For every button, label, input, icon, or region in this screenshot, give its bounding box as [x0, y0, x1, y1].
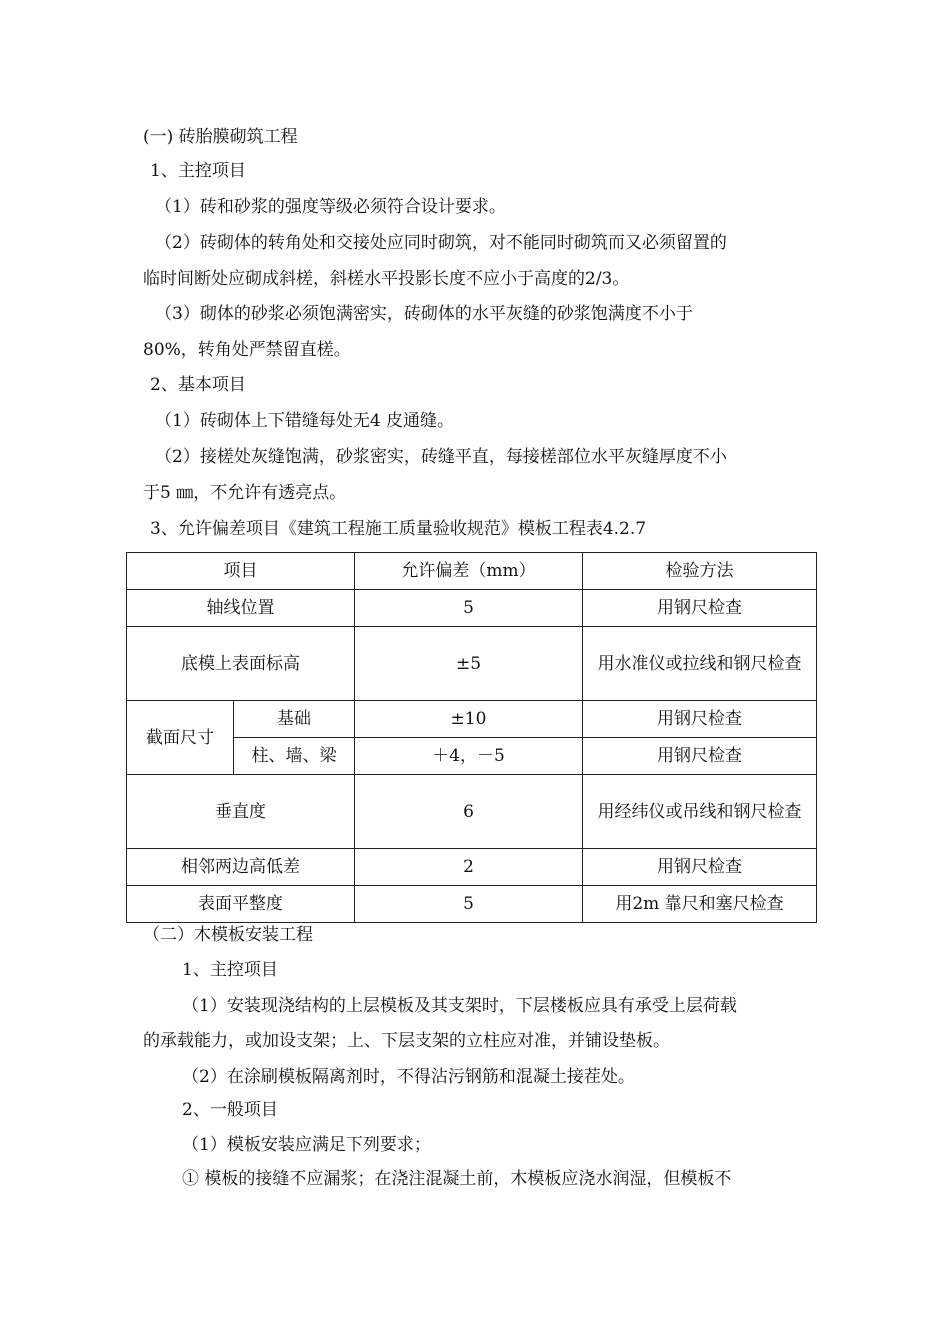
section-1-basic-title: 2、基本项目 [150, 375, 246, 395]
paragraph: （2）砖砌体的转角处和交接处应同时砌筑，对不能同时砌筑而又必须留置的 [155, 233, 727, 253]
paragraph: （1）模板安装应满足下列要求； [182, 1135, 431, 1155]
paragraph: （1）砖砌体上下错缝每处无4 皮通缝。 [155, 411, 455, 431]
table-cell: 用水准仪或拉线和钢尺检查 [583, 627, 817, 701]
table-row [127, 775, 817, 849]
table-cell: 柱、墙、梁 [234, 738, 355, 775]
paragraph: 于5 ㎜，不允许有透亮点。 [143, 483, 347, 503]
table-cell: 表面平整度 [127, 886, 355, 923]
table-cell: 垂直度 [127, 775, 355, 849]
table-cell: 基础 [234, 701, 355, 738]
table-cell: 用钢尺检查 [583, 701, 817, 738]
table-cell: ±5 [355, 627, 583, 701]
table-cell: 用钢尺检查 [583, 849, 817, 886]
paragraph: （2）在涂刷模板隔离剂时，不得沾污钢筋和混凝土接茬处。 [182, 1067, 635, 1087]
table-cell: 5 [355, 886, 583, 923]
table-cell: 用2m 靠尺和塞尺检查 [583, 886, 817, 923]
table-cell: ＋4，－5 [355, 738, 583, 775]
table-cell: 用经纬仪或吊线和钢尺检查 [583, 775, 817, 849]
paragraph: 临时间断处应砌成斜槎，斜槎水平投影长度不应小于高度的2/3。 [143, 269, 630, 289]
section-2-heading: （二）木模板安装工程 [143, 925, 313, 945]
section-1-heading: (一) 砖胎膜砌筑工程 [143, 127, 298, 147]
paragraph: 的承载能力，或加设支架；上、下层支架的立柱应对准，并铺设垫板。 [143, 1031, 670, 1051]
table-row [127, 886, 817, 923]
paragraph: （1）砖和砂浆的强度等级必须符合设计要求。 [155, 197, 506, 217]
paragraph: 80%，转角处严禁留直槎。 [143, 340, 351, 360]
section-2-general-title: 2、一般项目 [182, 1100, 278, 1120]
table-cell: 用钢尺检查 [583, 738, 817, 775]
table-header-row [127, 553, 817, 590]
table-cell: 截面尺寸 [127, 701, 234, 775]
paragraph: （3）砌体的砂浆必须饱满密实，砖砌体的水平灰缝的砂浆饱满度不小于 [155, 304, 693, 324]
table-cell: 用钢尺检查 [583, 590, 817, 627]
table-cell: ±10 [355, 701, 583, 738]
section-2-main-title: 1、主控项目 [182, 960, 278, 980]
table-header-cell: 项目 [127, 553, 355, 590]
deviation-title: 3、允许偏差项目《建筑工程施工质量验收规范》模板工程表4.2.7 [150, 519, 647, 539]
table-row [127, 590, 817, 627]
paragraph: ① 模板的接缝不应漏浆；在浇注混凝土前，木模板应浇水润湿，但模板不 [182, 1169, 732, 1189]
paragraph: （2）接槎处灰缝饱满，砂浆密实，砖缝平直，每接槎部位水平灰缝厚度不小 [155, 447, 727, 467]
table-cell: 轴线位置 [127, 590, 355, 627]
table-cell: 5 [355, 590, 583, 627]
section-1-main-title: 1、主控项目 [150, 161, 246, 181]
deviation-table [126, 552, 817, 923]
table-cell: 6 [355, 775, 583, 849]
table-cell: 2 [355, 849, 583, 886]
table-header-cell: 允许偏差（mm） [355, 553, 583, 590]
table-row [127, 849, 817, 886]
table-row [127, 701, 817, 738]
table-cell: 底模上表面标高 [127, 627, 355, 701]
table-header-cell: 检验方法 [583, 553, 817, 590]
table-row [127, 627, 817, 701]
paragraph: （1）安装现浇结构的上层模板及其支架时，下层楼板应具有承受上层荷载 [182, 996, 737, 1016]
table-cell: 相邻两边高低差 [127, 849, 355, 886]
